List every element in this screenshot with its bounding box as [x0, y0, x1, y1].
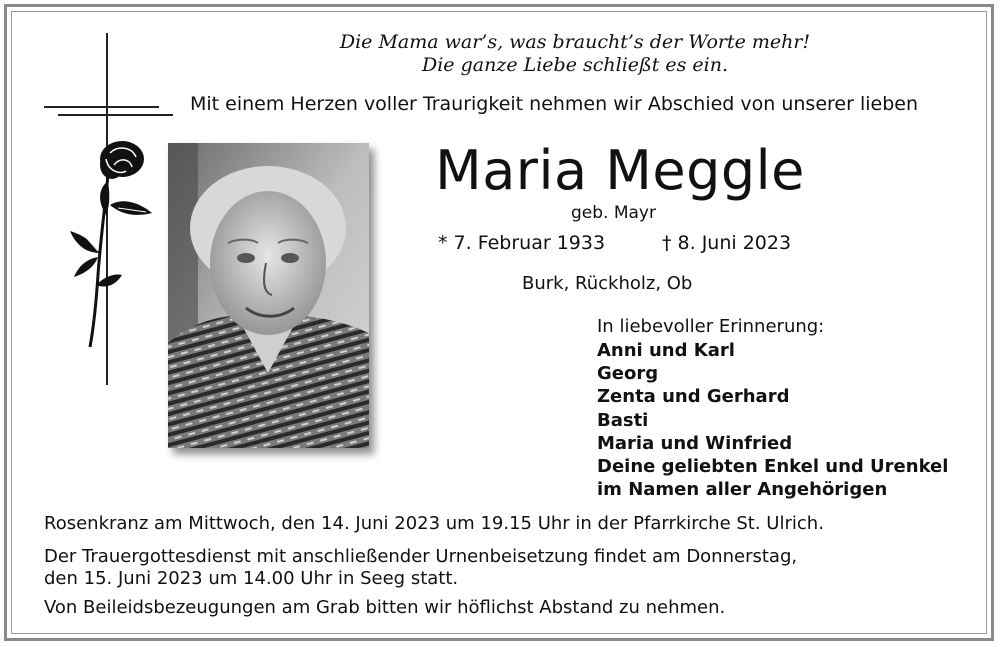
- service-notice-line-2: den 15. Juni 2023 um 14.00 Uhr in Seeg statt.: [44, 568, 459, 589]
- mourners-label: In liebevoller Erinnerung:: [597, 316, 825, 337]
- mourner-name: Deine geliebten Enkel und Urenkel: [597, 456, 949, 478]
- mourner-name: Anni und Karl: [597, 340, 735, 361]
- cross-horizontal-upper: [44, 106, 159, 108]
- places: Burk, Rückholz, Ob: [522, 273, 693, 294]
- mourner-name: Zenta und Gerhard: [597, 386, 790, 408]
- deceased-name: Maria Meggle: [435, 139, 805, 202]
- mourner-name: im Namen aller Angehörigen: [597, 479, 888, 501]
- service-notice-line-1: Der Trauergottesdienst mit anschließender Urnenbeisetzung findet am Donnerstag,: [44, 546, 798, 567]
- portrait-photo: [168, 143, 369, 448]
- mourner-name: Basti: [597, 409, 649, 431]
- quote-line-2: Die ganze Liebe schließt es ein.: [421, 54, 729, 76]
- condolence-notice: Von Beileidsbezeugungen am Grab bitten wir höflichst Abstand zu nehmen.: [44, 597, 726, 618]
- mourner-name: Maria und Winfried: [597, 432, 793, 454]
- maiden-name: geb. Mayr: [571, 203, 656, 223]
- rose-icon: [60, 135, 160, 355]
- mourners-list: [597, 339, 948, 501]
- mourner-name: Georg: [597, 363, 659, 385]
- birth-date: * 7. Februar 1933: [438, 232, 606, 254]
- death-date: † 8. Juni 2023: [662, 232, 792, 254]
- quote-line-1: Die Mama war’s, was braucht’s der Worte mehr!: [339, 31, 811, 53]
- intro-text: Mit einem Herzen voller Traurigkeit nehmen wir Abschied von unserer lieben: [190, 93, 918, 115]
- cross-horizontal-lower: [58, 114, 173, 116]
- rosary-notice: Rosenkranz am Mittwoch, den 14. Juni 2023 um 19.15 Uhr in der Pfarrkirche St. Ulrich.: [44, 513, 824, 534]
